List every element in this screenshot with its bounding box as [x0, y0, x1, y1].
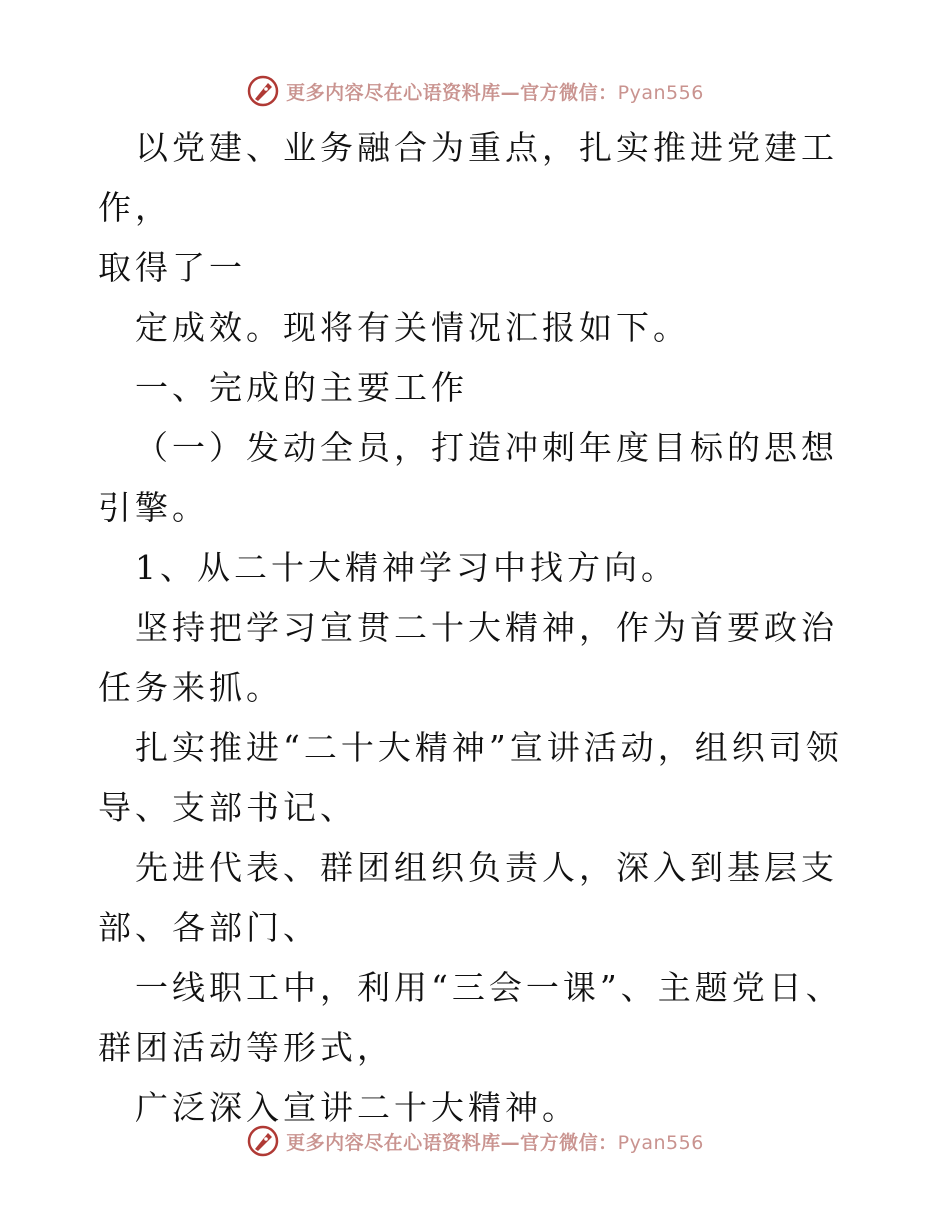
- paragraph: 取得了一: [98, 248, 246, 287]
- paragraph: 扎实推进“二十大精神”宣讲活动，组织司领导、支部书记、: [98, 728, 843, 827]
- footer-banner-text: 更多内容尽在心语资料库—官方微信：Pyan556: [286, 1131, 704, 1154]
- subsection-heading: （一）发动全员，打造冲刺年度目标的思想引擎。: [98, 428, 838, 527]
- paragraph: 广泛深入宣讲二十大精神。: [135, 1088, 579, 1127]
- paragraph: 先进代表、群团组织负责人，深入到基层支部、各部门、: [98, 848, 838, 947]
- header-wechat-id: Pyan556: [617, 81, 704, 104]
- document-body: [98, 118, 858, 1138]
- footer-banner: [0, 1121, 950, 1161]
- header-banner: [0, 71, 950, 111]
- paragraph: 一线职工中，利用“三会一课”、主题党日、群团活动等形式，: [98, 968, 843, 1067]
- pen-nib-logo-icon: [246, 1124, 280, 1158]
- paragraph: 以党建、业务融合为重点，扎实推进党建工作，: [98, 128, 838, 227]
- footer-wechat-id: Pyan556: [617, 1131, 704, 1154]
- item-heading: 1、从二十大精神学习中找方向。: [135, 548, 678, 587]
- section-heading: 一、完成的主要工作: [135, 368, 468, 407]
- paragraph: 定成效。现将有关情况汇报如下。: [135, 308, 690, 347]
- pen-nib-logo-icon: [246, 74, 280, 108]
- header-banner-text: 更多内容尽在心语资料库—官方微信：Pyan556: [286, 81, 704, 104]
- paragraph: 坚持把学习宣贯二十大精神，作为首要政治任务来抓。: [98, 608, 838, 707]
